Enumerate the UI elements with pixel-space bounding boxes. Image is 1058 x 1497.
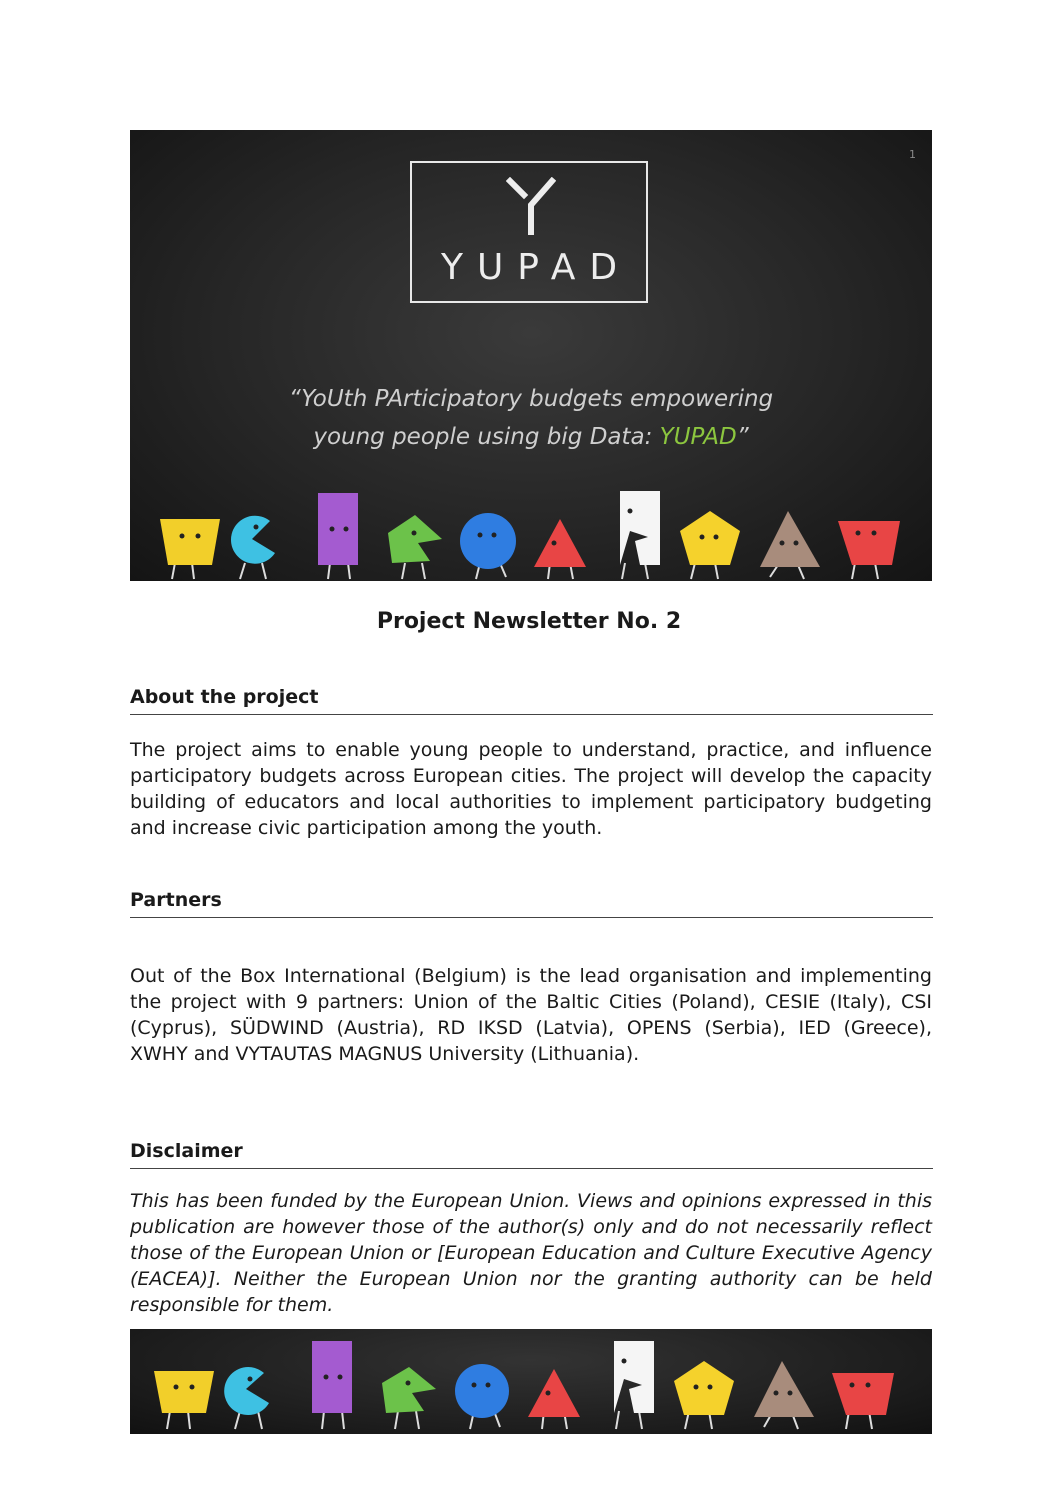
- about-text: The project aims to enable young people to understand, practice, and influence participatory budgets across European cities. The project will develop the capacity building of educators and local authorities to implement participatory budgeting and increase civic participation among the youth.: [130, 739, 932, 839]
- tagline-quote: ”: [736, 424, 749, 450]
- partners-heading: Partners: [130, 889, 933, 918]
- header-banner: [130, 130, 932, 581]
- slide-number: 1: [909, 148, 916, 161]
- y-logo-icon: [506, 177, 556, 235]
- logo-wordmark: YUPAD: [440, 247, 632, 288]
- disclaimer-text: This has been funded by the European Union. Views and opinions expressed in this publication are however those of the author(s) only and do not necessarily reflect those of the European Union or [European Education and Culture Executive Agency (EACEA)]. Neither the European Union nor the granting authority can be held responsible for them.: [130, 1190, 932, 1316]
- footer-mascot-strip: [130, 1329, 932, 1434]
- about-heading: About the project: [130, 686, 933, 715]
- mascot-characters-illustration: [130, 1329, 932, 1434]
- newsletter-title: Project Newsletter No. 2: [376, 609, 682, 634]
- tagline-highlight: YUPAD: [659, 424, 737, 450]
- tagline-line-1: “YoUth PArticipatory budgets empowering: [288, 386, 774, 412]
- tagline-line-2: [130, 418, 932, 456]
- tagline-text: young people using big Data:: [313, 424, 660, 450]
- disclaimer-heading: Disclaimer: [130, 1140, 933, 1169]
- partners-text: Out of the Box International (Belgium) is the lead organisation and implementing the project with 9 partners: Union of the Baltic Cities (Poland), CESIE (Italy), CSI (Cyprus), SÜDWIND (Austria), RD IKSD (Latvia), OPENS (Serbia), IED (Greece), XWHY and VYTAUTAS MAGNUS University (Lithuania).: [130, 965, 932, 1065]
- mascot-characters-illustration: [130, 481, 932, 581]
- project-tagline: [130, 380, 932, 456]
- yupad-logo: [410, 161, 648, 303]
